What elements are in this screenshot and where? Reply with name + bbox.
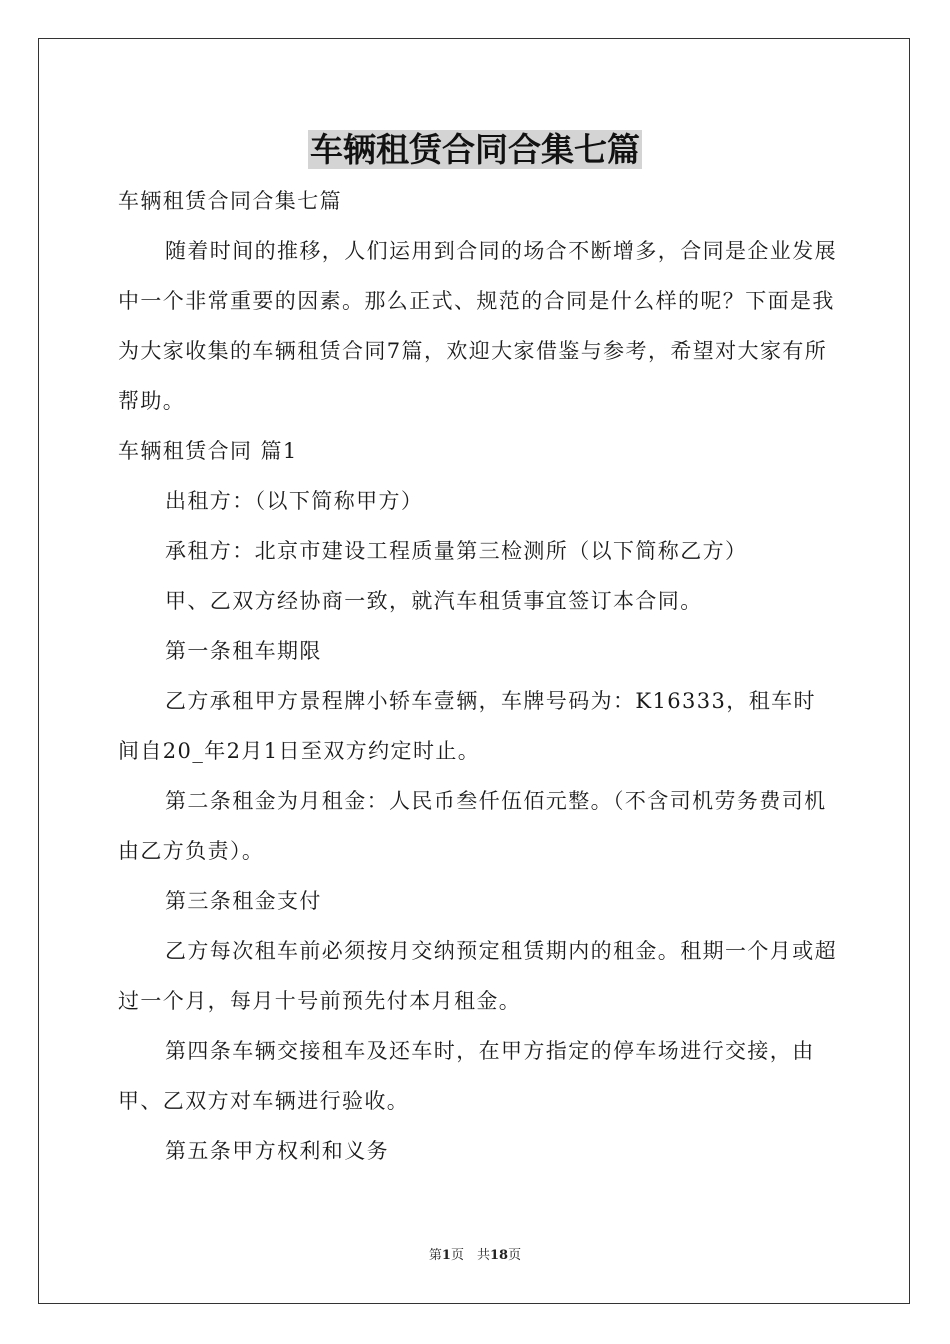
footer-page-mid: 页 共	[450, 1248, 490, 1263]
footer-page-total: 18	[489, 1248, 509, 1263]
paragraph: 车辆租赁合同 篇1	[118, 439, 298, 463]
paragraph: 第一条租车期限	[165, 639, 322, 663]
document-title	[0, 128, 950, 172]
paragraph: 第三条租金支付	[165, 889, 322, 913]
paragraph: 第五条甲方权利和义务	[165, 1139, 389, 1163]
paragraph: 随着时间的推移，人们运用到合同的场合不断增多，合同是企业发展中一个非常重要的因素。那么正式、规范的合同是什么样的呢？下面是我为大家收集的车辆租赁合同7篇，欢迎大家借鉴与参考，希望对大家有所帮助。	[118, 239, 837, 413]
paragraph: 甲、乙双方经协商一致，就汽车租赁事宜签订本合同。	[165, 589, 703, 613]
paragraph: 出租方：（以下简称甲方）	[165, 489, 424, 513]
paragraph: 乙方承租甲方景程牌小轿车壹辆，车牌号码为：K16333，租车时间自20_年2月1日至双方约定时止。	[118, 689, 816, 763]
footer-page-prefix: 第	[428, 1248, 442, 1263]
paragraph: 乙方每次租车前必须按月交纳预定租赁期内的租金。租期一个月或超过一个月，每月十号前预先付本月租金。	[118, 939, 837, 1013]
document-title-text: 车辆租赁合同合集七篇	[310, 130, 640, 169]
footer-page-suffix: 页	[508, 1248, 522, 1263]
paragraph: 第二条租金为月租金：人民币叁仟伍佰元整。（不含司机劳务费司机由乙方负责）。	[118, 789, 827, 863]
paragraph: 第四条车辆交接租车及还车时，在甲方指定的停车场进行交接，由甲、乙双方对车辆进行验收。	[118, 1039, 815, 1113]
page-footer	[0, 1246, 950, 1266]
document-body	[118, 176, 838, 1176]
paragraph: 车辆租赁合同合集七篇	[118, 189, 342, 213]
footer-page-current: 1	[441, 1248, 451, 1263]
paragraph: 承租方：北京市建设工程质量第三检测所（以下简称乙方）	[165, 539, 748, 563]
